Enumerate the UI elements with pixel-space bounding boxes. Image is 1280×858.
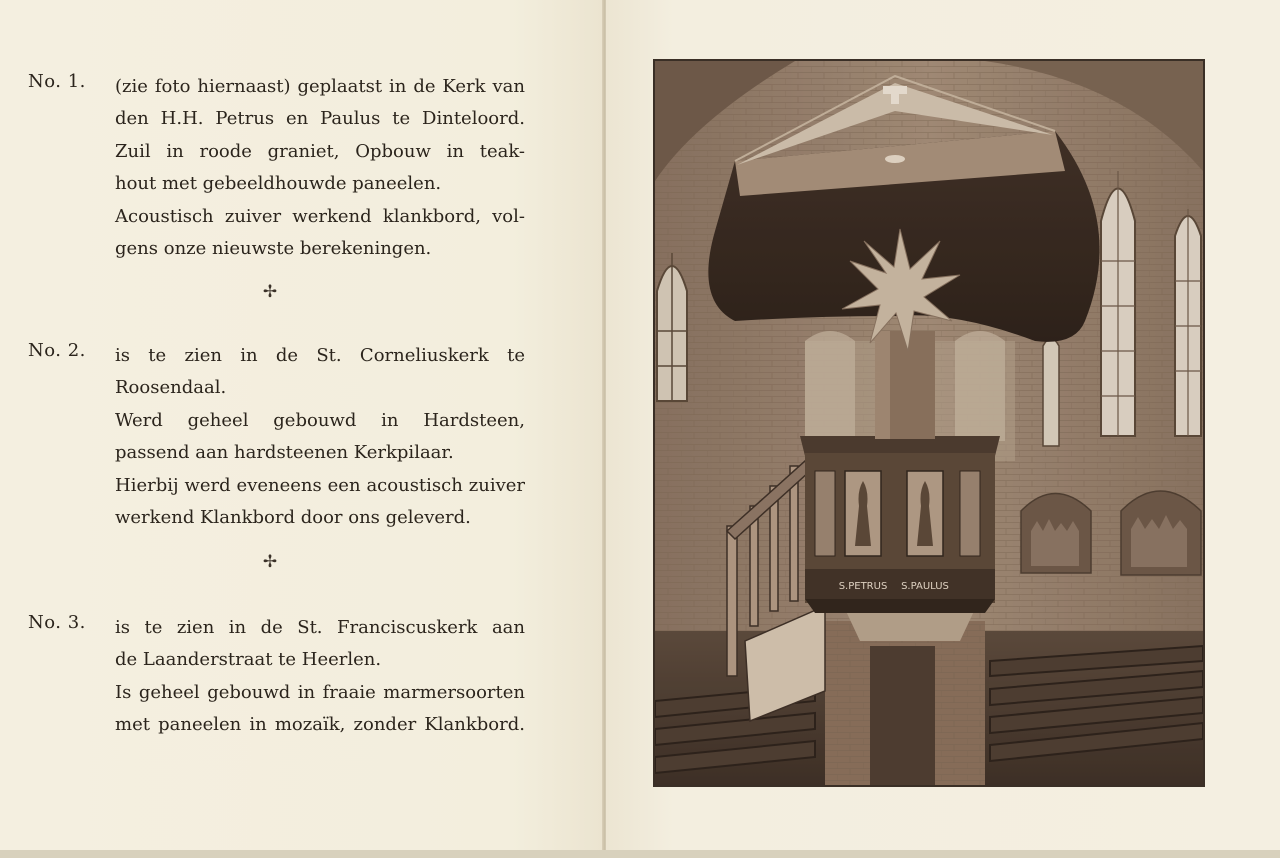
entry-line: passend aan hardsteenen Kerkpilaar. bbox=[115, 442, 454, 464]
entry-number: No. 3. bbox=[28, 612, 86, 633]
page-bottom-edge bbox=[0, 850, 1280, 858]
entry-line: is te zien in de St. Corneliuskerk te bbox=[115, 345, 525, 366]
entry-line: Hierbij werd eveneens een acoustisch zuiver bbox=[115, 474, 525, 496]
entry-2 bbox=[28, 340, 538, 540]
entry-number: No. 1. bbox=[28, 71, 86, 92]
entry-line: (zie foto hiernaast) geplaatst in de Kerk van bbox=[115, 76, 525, 97]
entry-line: is te zien in de St. Franciscuskerk aan bbox=[115, 617, 525, 638]
entry-line: Acoustisch zuiver werkend klankbord, vol- bbox=[115, 205, 525, 227]
entry-line: de Laanderstraat te Heerlen. bbox=[115, 649, 382, 671]
panel-label-petrus: S.PETRUS bbox=[838, 581, 888, 592]
separator-ornament: ✢ bbox=[262, 282, 278, 302]
entry-line: Roosendaal. bbox=[115, 377, 227, 399]
entry-3 bbox=[28, 612, 538, 752]
entry-text bbox=[115, 71, 525, 265]
entry-line: gens onze nieuwste berekeningen. bbox=[115, 237, 432, 259]
entry-line: Werd geheel gebouwd in Hardsteen, bbox=[115, 409, 525, 431]
entry-line: met paneelen in mozaïk, zonder Klankbord. bbox=[115, 714, 525, 736]
entry-line: werkend Klankbord door ons geleverd. bbox=[115, 506, 471, 528]
entry-line: Zuil in roode graniet, Opbouw in teak- bbox=[115, 140, 525, 162]
entry-text bbox=[115, 612, 525, 742]
entry-line: Is geheel gebouwd in fraaie marmersoorten bbox=[115, 681, 525, 703]
entry-line: den H.H. Petrus en Paulus te Dinteloord. bbox=[115, 108, 525, 130]
pulpit-photo bbox=[653, 59, 1205, 787]
panel-label-paulus: S.PAULUS bbox=[901, 581, 949, 592]
entry-line: hout met gebeeldhouwde paneelen. bbox=[115, 173, 442, 195]
entry-text bbox=[115, 340, 525, 534]
entry-1 bbox=[28, 71, 538, 271]
left-page bbox=[0, 0, 603, 852]
separator-ornament: ✢ bbox=[262, 552, 278, 572]
entry-number: No. 2. bbox=[28, 340, 86, 361]
